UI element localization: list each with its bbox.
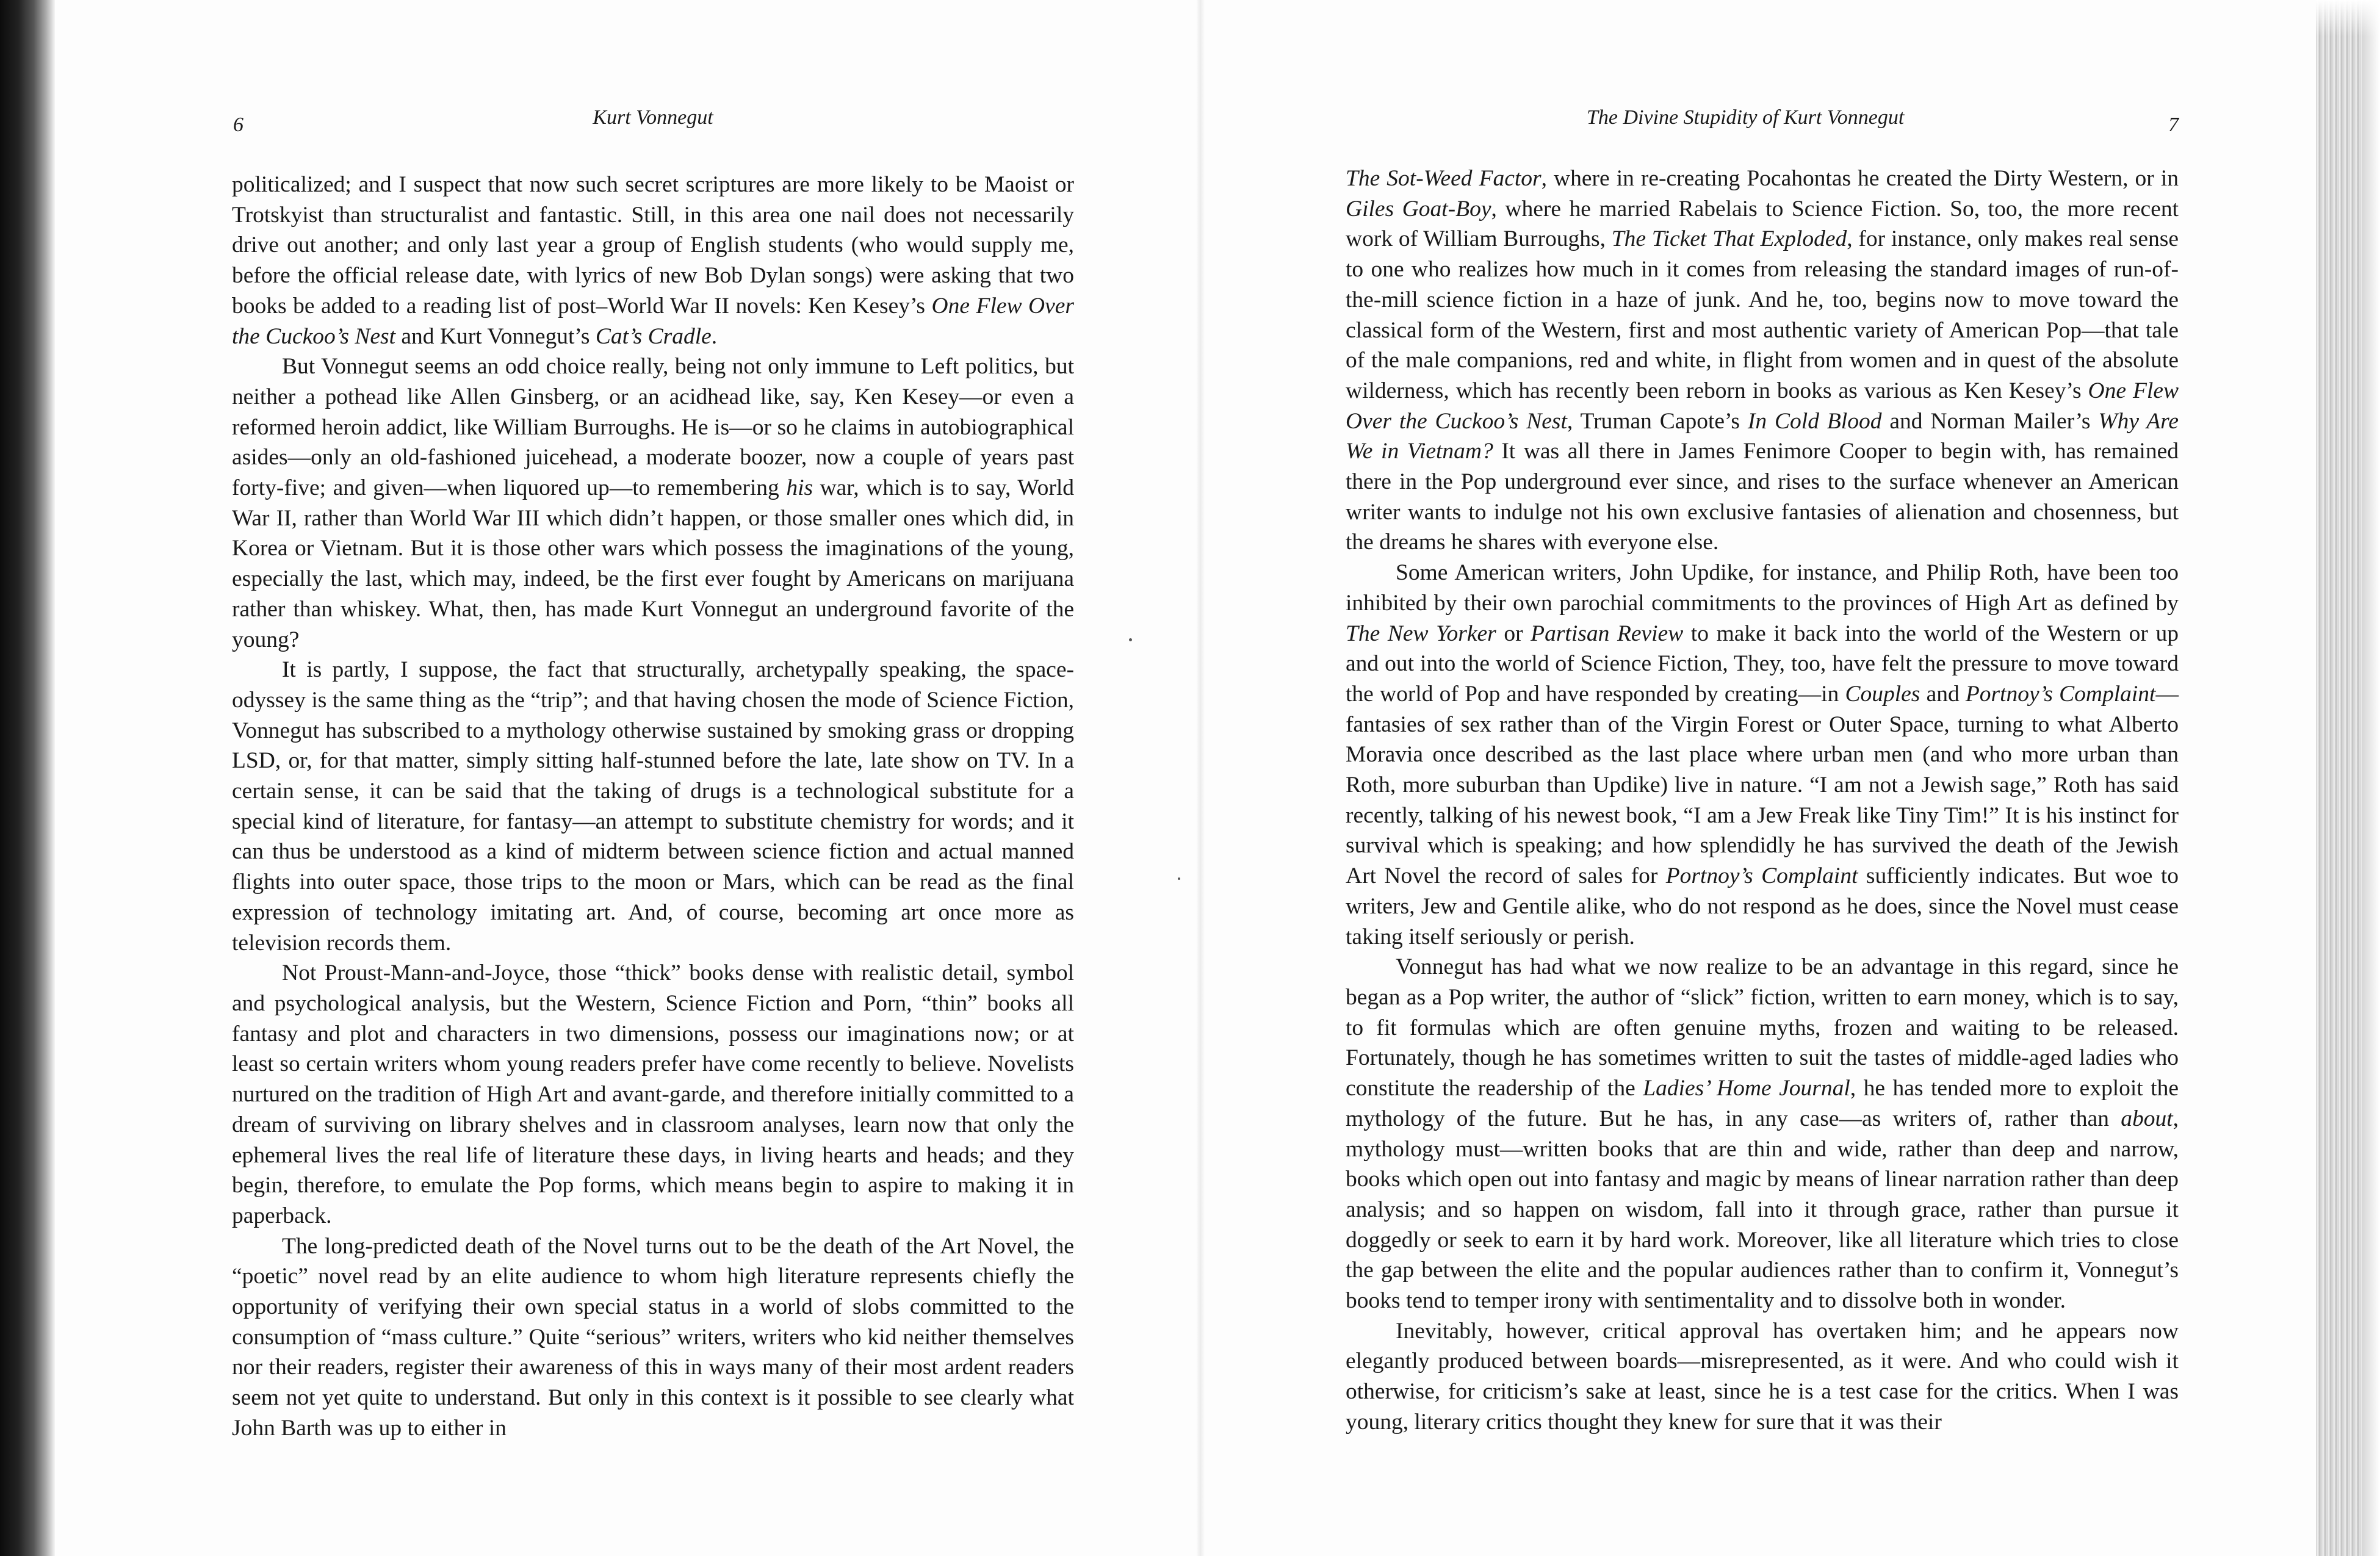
book-title: In Cold Blood [1747,408,1882,434]
left-page [232,0,1074,1556]
text-run: , he has tended more to exploit the mythology of the future. But he has, in any case—as writers of, rather than [1346,1076,2179,1131]
page-gutter [1196,0,1205,1556]
running-head-title: The Divine Stupidity of Kurt Vonnegut [1587,106,1905,129]
text-run: Vonnegut has had what we now realize to be an advantage in this regard, since he began as a Pop writer, the author of “slick” fiction, written to earn money, which is to say, to fit formulas which are often genuine myths, frozen and waiting to be released. Fortunately, though he has sometimes written to suit the tastes of middle-aged ladies who constitute the readership of the [1346,954,2179,1101]
running-head [232,105,1074,142]
text-run: . [711,323,718,349]
paragraph [232,351,1074,655]
paragraph [232,1231,1074,1444]
paragraph [1346,1316,2179,1438]
paragraph [232,655,1074,958]
text-run: to make it back into the world of the Western or up and out into the world of Science Fiction, They, too, have felt the pressure to move toward the world of Pop and have responded by creating—in [1346,621,2179,707]
text-run: , mythology must—written books that are thin and wide, rather than deep and narrow, books which open out into fantasy and magic by means of linear narration rather than deep analysis; and so happen on wisdom, fall into it through grace, rather than pursue it doggedly or seek to earn it by hard work. Moreover, like all literature which tries to close the gap between the elite and the popular audiences rather than to confirm it, Vonnegut’s books tend to temper irony with sentimentality and to dissolve both in wonder. [1346,1106,2179,1314]
page-number: 7 [2168,113,2179,136]
text-run: The long-predicted death of the Novel turns out to be the death of the Art Novel, the “poetic” novel read by an elite audience to whom high literature represents chiefly the opportunity of verifying their own special status in a world of slobs committed to the consumption of “mass culture.” Quite “serious” writers, writers who kid neither themselves nor their readers, register their awareness of this in ways many of their most ardent readers seem not yet quite to understand. But only in this context is it possible to see clearly what John Barth was up to either in [232,1233,1074,1441]
paragraph [1346,558,2179,952]
text-run: But Vonnegut seems an odd choice really, being not only immune to Left politics, but neither a pothead like Allen Ginsberg, or an acidhead like, say, Ken Kesey—or even a reformed heroin addict, like William Burroughs. He is—or so he claims in autobiographical asides—only an old-fashioned juicehead, a moderate boozer, now a couple of years past forty-five; and given—when liquored up—to remembering [232,354,1074,501]
page-edges [2316,0,2380,1556]
book-title: Portnoy’s Complaint [1665,863,1858,889]
text-run: , Truman Capote’s [1567,408,1748,434]
text-run: Not Proust-Mann-and-Joyce, those “thick” books dense with realistic detail, symbol and psychological analysis, but the Western, Science Fiction and Porn, “thin” books all fantasy and plot and characters in two dimensions, possess our imaginations now; or at least so certain writers whom young readers prefer have come recently to believe. Novelists nurtured on the tradition of High Art and avant-garde, and therefore initially committed to a dream of surviving on library shelves and in classroom analyses, learn now that only the ephemeral lives the real life of literature these days, in living hearts and heads; and they begin, therefore, to emulate the Pop forms, which means begin to aspire to making it in paperback. [232,960,1074,1228]
paragraph [1346,164,2179,558]
emphasis: his [786,475,813,501]
scan-speck [1129,638,1132,641]
text-run: —fantasies of sex rather than of the Virgin Forest or Outer Space, turning to what Alberto Moravia once described as the last place where urban men (and who more urban than Roth, more suburban than Updike) live in nature. “I am not a Jewish sage,” Roth has said recently, talking of his newest book, “I am a Jew Freak like Tiny Tim!” It is his instinct for survival which is speaking; and how splendidly he has survived the death of the Jewish Art Novel the record of sales for [1346,681,2179,889]
book-binding-shadow [0,0,55,1556]
text-run: sufficiently indicates. But woe to writers, Jew and Gentile alike, who do not respond as he does, since the Novel must cease taking itself seriously or perish. [1346,863,2179,949]
book-title: One Flew Over the Cuckoo’s Nest [232,293,1075,349]
text-run: war, which is to say, World War II, rather than World War III which didn’t happen, or those smaller ones which did, in Korea or Vietnam. But it is those other wars which possess the imaginations of the young, especially the last, which may, indeed, be the first ever fought by Americans on marijuana rather than whiskey. What, then, has made Kurt Vonnegut an underground favorite of the young? [232,475,1074,652]
text-run: , for instance, only makes real sense to one who realizes how much in it comes from releasing the standard images of run-of-the-mill science fiction in a haze of junk. And he, too, begins now to move toward the classical form of the Western, first and most authentic variety of American Pop—that tale of the male companions, red and white, in flight from women and in quest of the absolute wilderness, which has recently been reborn in books as various as Ken Kesey’s [1346,226,2179,403]
book-title: Cat’s Cradle [595,323,712,349]
book-title: Why Are We in Vietnam? [1346,408,2179,464]
book-title: Partisan Review [1531,621,1684,646]
book-title: Ladies’ Home Journal [1643,1076,1850,1101]
emphasis: about [2121,1106,2173,1131]
text-run: and Kurt Vonnegut’s [395,323,596,349]
running-head [1346,105,2179,142]
running-head-title: Kurt Vonnegut [593,106,713,129]
paragraph [1346,952,2179,1316]
right-page [1346,0,2179,1556]
page-body [232,170,1074,1444]
book-title: The New Yorker [1346,621,1496,646]
text-run: , where he married Rabelais to Science Fiction. So, too, the more recent work of William Burroughs, [1346,196,2179,252]
page-number: 6 [233,113,243,136]
text-run: or [1496,621,1531,646]
book-title: Portnoy’s Complaint [1965,681,2156,707]
scan-speck [1178,877,1180,880]
text-run: Inevitably, however, critical approval has overtaken him; and he appears now elegantly produced between boards—misrepresented, as it were. And who could wish it otherwise, for criticism’s sake at least, since he is a test case for the critics. When I was young, literary critics thought they knew for sure that it was their [1346,1318,2179,1435]
text-run: It is partly, I suppose, the fact that structurally, archetypally speaking, the space-odyssey is the same thing as the “trip”; and that having chosen the mode of Science Fiction, Vonnegut has subscribed to a mythology otherwise sustained by smoking grass or dropping LSD, or, for that matter, simply sitting half-stunned before the late, late show on TV. In a certain sense, it can be said that the taking of drugs is a technological substitute for a special kind of literature, for fantasy—an attempt to substitute chemistry for words; and it can thus be understood as a kind of midterm between science fiction and actual manned flights into outer space, those trips to the moon or Mars, which can be read as the final expression of technology imitating art. And, of course, becoming art once more as television records them. [232,657,1074,956]
text-run: and [1920,681,1966,707]
book-title: The Ticket That Exploded [1611,226,1847,252]
text-run: , where in re-creating Pocahontas he created the Dirty Western, or in [1541,166,2179,191]
paragraph [232,170,1074,351]
book-title: Giles Goat-Boy [1346,196,1491,222]
book-title: One Flew Over the Cuckoo’s Nest [1346,378,2179,434]
book-title: The Sot-Weed Factor [1346,166,1542,191]
text-run: Some American writers, John Updike, for instance, and Philip Roth, have been too inhibited by their own parochial commitments to the provinces of High Art as defined by [1346,560,2179,616]
paragraph [232,958,1074,1231]
text-run: politicalized; and I suspect that now such secret scriptures are more likely to be Maoist or Trotskyist than structuralist and fantastic. Still, in this area one nail does not necessarily drive out another; and only last year a group of English students (who would supply me, before the official release date, with lyrics of new Bob Dylan songs) were asking that two books be added to a reading list of post–World War II novels: Ken Kesey’s [232,172,1074,319]
page-body [1346,164,2179,1438]
book-title: Couples [1845,681,1920,707]
text-run: and Norman Mailer’s [1881,408,2099,434]
text-run: It was all there in James Fenimore Cooper to begin with, has remained there in the Pop underground ever since, and rises to the surface whenever an American writer wants to indulge not his own exclusive fantasies of alienation and chosenness, but the dreams he shares with everyone else. [1346,439,2179,555]
